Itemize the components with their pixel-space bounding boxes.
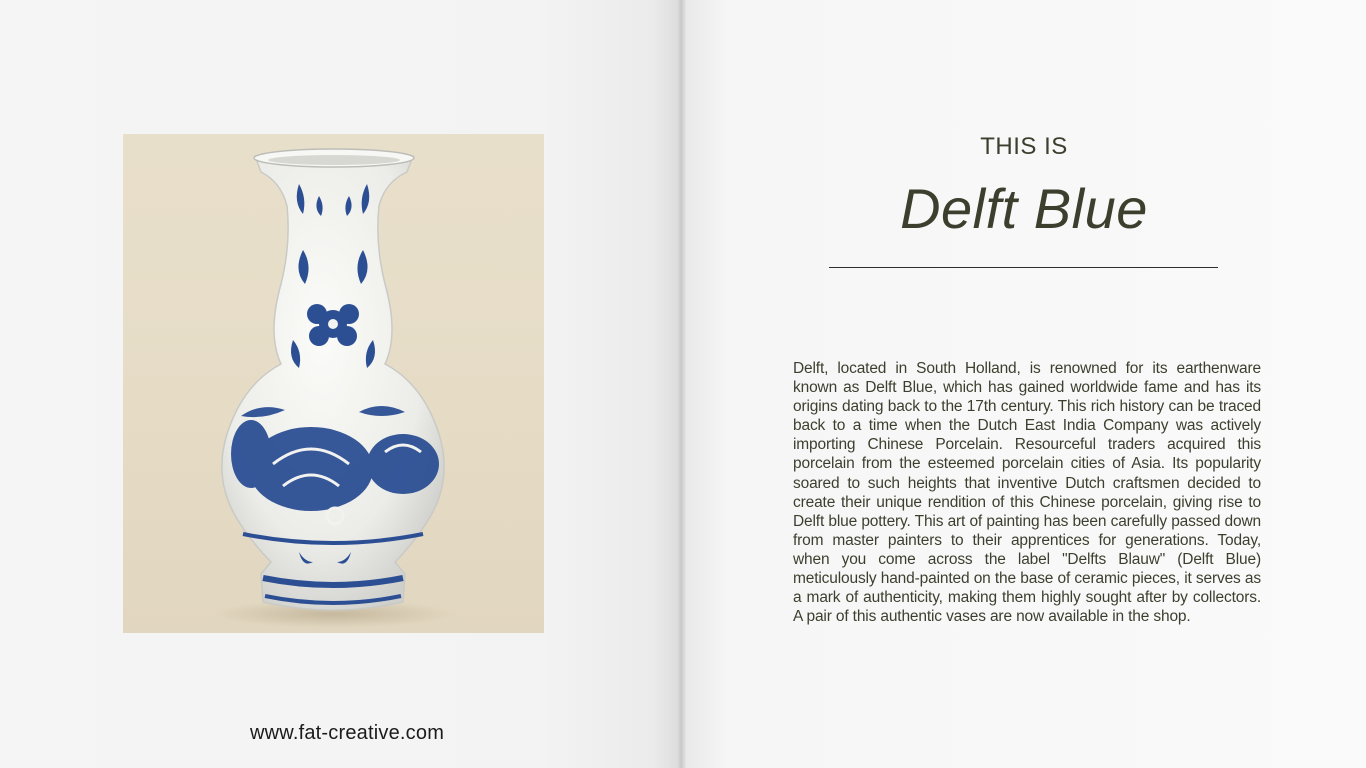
title-divider <box>829 267 1218 268</box>
vase-photo <box>123 134 544 633</box>
left-page <box>0 0 680 768</box>
page-title: Delft Blue <box>900 177 1148 240</box>
book-gutter <box>678 0 686 768</box>
website-url[interactable]: www.fat-creative.com <box>250 722 445 744</box>
title-kicker: THIS IS <box>980 133 1068 160</box>
article-body: Delft, located in South Holland, is renowned for its earthenware known as Delft Blue, which has gained worldwide fame and has its origins dating back to the 17th century. This rich history can be traced back to a time when the Dutch East India Company was actively importing Chinese Porcelain. Resourceful traders acquired this porcelain from the esteemed porcelain cities of Asia. Its popularity soared to such heights that inventive Dutch craftsmen decided to create their unique rendition of this Chinese porcelain, giving rise to Delft blue pottery. This art of painting has been carefully passed down from master painters to their apprentices for generations. Today, when you come across the label "Delfts Blauw" (Delft Blue) meticulously hand-painted on the base of ceramic pieces, it serves as a mark of authenticity, making them highly sought after by collectors. A pair of this authentic vases are now available in the shop. <box>793 360 1261 626</box>
delft-vase-image <box>123 134 544 633</box>
